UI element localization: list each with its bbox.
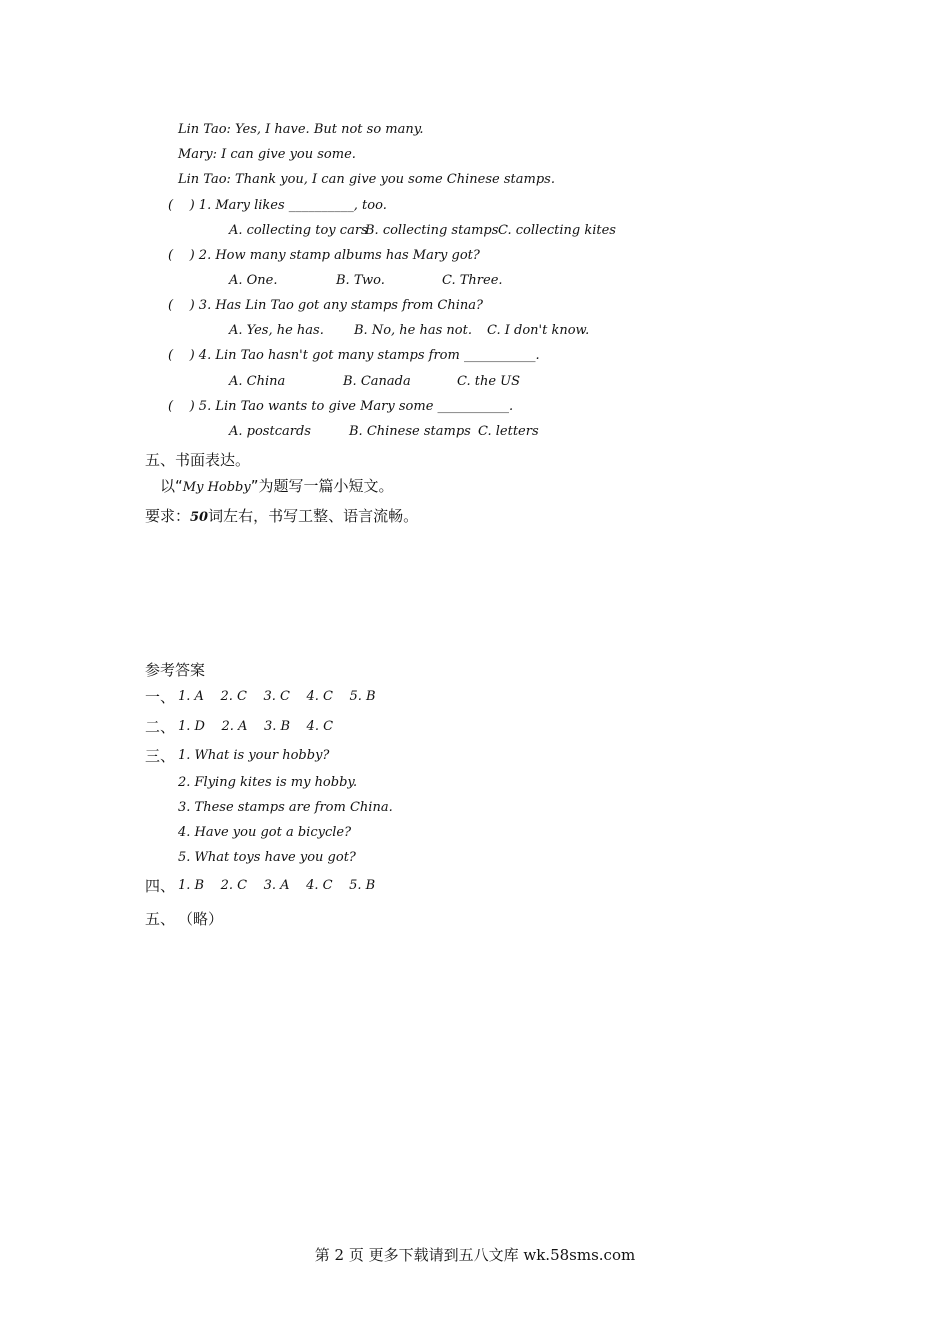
answers-title: 参考答案 [145,661,206,679]
answer-label: 三、 [145,747,176,765]
question-stem: ( ) 3. Has Lin Tao got any stamps from China? [168,298,483,313]
answer-label: 二、 [145,718,176,736]
option-a: A. China [229,374,286,389]
option-b: B. Two. [336,273,385,288]
section-heading: 五、书面表达。 [145,451,251,469]
answer-label: 四、 [145,877,176,895]
answer-label: 一、 [145,688,176,706]
dialogue-line: Lin Tao: Yes, I have. But not so many. [178,122,424,137]
answer-line: 2. Flying kites is my hobby. [178,775,358,790]
option-a: A. postcards [229,424,311,439]
answer-line: 3. These stamps are from China. [178,800,393,815]
prompt-title: My Hobby [182,480,251,495]
question-stem: ( ) 4. Lin Tao hasn't got many stamps from ___________. [168,348,540,363]
option-a: A. collecting toy cars [229,223,368,238]
option-c: C. Three. [442,273,503,288]
answer-line: 1. A 2. C 3. C 4. C 5. B [178,689,376,704]
writing-prompt: 以“My Hobby”为题写一篇小短文。 [160,477,394,495]
option-c: C. I don't know. [487,323,590,338]
question-stem: ( ) 1. Mary likes __________, too. [168,198,387,213]
option-b: B. Canada [343,374,411,389]
answer-line: 1. B 2. C 3. A 4. C 5. B [178,878,376,893]
option-b: B. Chinese stamps [349,424,471,439]
answer-line: 1. D 2. A 3. B 4. C [178,719,334,734]
option-c: C. letters [478,424,539,439]
dialogue-line: Mary: I can give you some. [178,147,356,162]
option-b: B. No, he has not. [354,323,472,338]
writing-requirement: 要求：50词左右，书写工整、语言流畅。 [145,507,419,525]
answer-label: 五、 [145,910,176,928]
question-stem: ( ) 2. How many stamp albums has Mary got? [168,248,480,263]
option-c: C. the US [457,374,521,389]
answer-line: 1. What is your hobby? [178,748,330,763]
dialogue-line: Lin Tao: Thank you, I can give you some Chinese stamps. [178,172,555,187]
answer-line: 4. Have you got a bicycle? [178,825,352,840]
option-a: A. Yes, he has. [229,323,324,338]
question-stem: ( ) 5. Lin Tao wants to give Mary some ___________. [168,399,514,414]
option-c: C. collecting kites [498,223,616,238]
answer-line: （略） [178,910,224,928]
option-a: A. One. [229,273,278,288]
option-b: B. collecting stamps [365,223,499,238]
page-footer: 第 2 页 更多下载请到五八文库 wk.58sms.com [314,1246,636,1264]
answer-line: 5. What toys have you got? [178,850,356,865]
